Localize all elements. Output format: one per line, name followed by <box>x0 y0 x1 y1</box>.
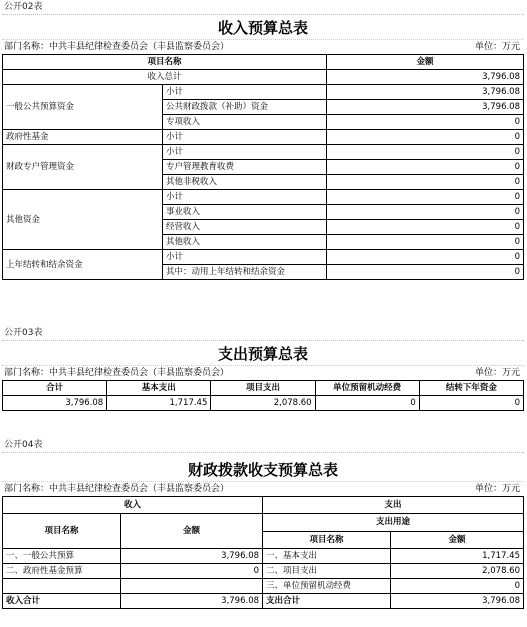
row-value: 0 <box>327 205 524 220</box>
header-amount: 金额 <box>327 55 524 70</box>
table-tag: 公开04表 <box>2 438 524 453</box>
value-basic: 1,717.45 <box>107 396 211 411</box>
table-header-row <box>3 497 524 514</box>
income-value: 3,796.08 <box>121 549 263 564</box>
row-value: 0 <box>327 220 524 235</box>
income-item: 二、政府性基金预算 <box>3 564 121 579</box>
sub-item-label: 专户管理教育收费 <box>163 160 327 175</box>
table-row <box>3 190 524 205</box>
department-name: 部门名称：中共丰县纪律检查委员会（丰县监察委员会） <box>4 484 230 494</box>
income-item: 一、一般公共预算 <box>3 549 121 564</box>
table-row <box>3 145 524 160</box>
expense-value: 1,717.45 <box>391 549 524 564</box>
table-title: 财政拨款收支预算总表 <box>187 461 338 479</box>
expense-total-value: 3,796.08 <box>391 594 524 609</box>
sub-item-label: 小计 <box>163 190 327 205</box>
row-value: 0 <box>327 145 524 160</box>
header-expense-amount: 金额 <box>391 531 524 549</box>
income-budget-section <box>2 0 524 280</box>
sub-item-label: 小计 <box>163 130 327 145</box>
table-header-row <box>3 381 524 396</box>
income-value <box>121 579 263 594</box>
table-header-row <box>3 514 524 532</box>
table-title: 支出预算总表 <box>217 345 308 363</box>
row-value: 0 <box>327 190 524 205</box>
table-row <box>3 130 524 145</box>
table-row <box>3 396 524 411</box>
row-value: 0 <box>327 235 524 250</box>
income-total-value: 3,796.08 <box>327 70 524 85</box>
table-row <box>3 85 524 100</box>
sub-item-label: 专项收入 <box>163 115 327 130</box>
table-meta <box>2 481 524 496</box>
sub-item-label: 小计 <box>163 250 327 265</box>
income-total-value: 3,796.08 <box>121 594 263 609</box>
income-value: 0 <box>121 564 263 579</box>
expense-value: 0 <box>391 579 524 594</box>
group-label: 其他资金 <box>3 190 163 250</box>
expense-value: 2,078.60 <box>391 564 524 579</box>
row-value: 0 <box>327 175 524 190</box>
group-label: 财政专户管理资金 <box>3 145 163 190</box>
header-income-item: 项目名称 <box>3 514 121 549</box>
header-expense-item: 项目名称 <box>263 531 391 549</box>
sub-item-label: 小计 <box>163 85 327 100</box>
expense-budget-section <box>2 326 524 411</box>
group-label: 上年结转和结余资金 <box>3 250 163 280</box>
header-reserve: 单位预留机动经费 <box>315 381 419 396</box>
unit-label: 单位：万元 <box>474 484 520 494</box>
income-item <box>3 579 121 594</box>
table-meta <box>2 39 524 54</box>
row-value: 0 <box>327 250 524 265</box>
header-expense: 支出 <box>263 497 524 514</box>
income-total-row <box>3 70 524 85</box>
sub-item-label: 其他收入 <box>163 235 327 250</box>
group-label: 政府性基金 <box>3 130 163 145</box>
unit-label: 单位：万元 <box>474 368 520 378</box>
value-reserve: 0 <box>315 396 419 411</box>
sub-item-label: 其中：动用上年结转和结余资金 <box>163 265 327 280</box>
table-header-row <box>3 55 524 70</box>
row-value: 3,796.08 <box>327 100 524 115</box>
department-name: 部门名称：中共丰县纪律检查委员会（丰县监察委员会） <box>4 368 230 378</box>
total-row <box>3 594 524 609</box>
expense-item: 三、单位预留机动经费 <box>263 579 391 594</box>
header-item-name: 项目名称 <box>3 55 327 70</box>
expense-item: 一、基本支出 <box>263 549 391 564</box>
header-basic: 基本支出 <box>107 381 211 396</box>
fiscal-budget-section <box>2 438 524 609</box>
row-value: 0 <box>327 265 524 280</box>
row-value: 3,796.08 <box>327 85 524 100</box>
sub-item-label: 公共财政拨款（补助）资金 <box>163 100 327 115</box>
expense-budget-table <box>2 380 524 411</box>
table-row <box>3 564 524 579</box>
header-income: 收入 <box>3 497 263 514</box>
sub-item-label: 小计 <box>163 145 327 160</box>
table-row <box>3 579 524 594</box>
row-value: 0 <box>327 115 524 130</box>
unit-label: 单位：万元 <box>474 42 520 52</box>
sub-item-label: 事业收入 <box>163 205 327 220</box>
header-expense-use: 支出用途 <box>263 514 524 532</box>
value-project: 2,078.60 <box>211 396 315 411</box>
row-value: 0 <box>327 130 524 145</box>
department-name: 部门名称：中共丰县纪律检查委员会（丰县监察委员会） <box>4 42 230 52</box>
fiscal-budget-table <box>2 496 524 609</box>
income-budget-table <box>2 54 524 280</box>
income-total-label: 收入总计 <box>3 70 327 85</box>
table-title: 收入预算总表 <box>217 19 308 37</box>
header-income-amount: 金额 <box>121 514 263 549</box>
table-tag: 公开02表 <box>2 0 524 15</box>
header-total: 合计 <box>3 381 107 396</box>
group-label: 一般公共预算资金 <box>3 85 163 130</box>
table-meta <box>2 365 524 380</box>
expense-item: 二、项目支出 <box>263 564 391 579</box>
value-carryover: 0 <box>419 396 523 411</box>
header-carryover: 结转下年资金 <box>419 381 523 396</box>
value-total: 3,796.08 <box>3 396 107 411</box>
income-total-label: 收入合计 <box>3 594 121 609</box>
table-tag: 公开03表 <box>2 326 524 341</box>
expense-total-label: 支出合计 <box>263 594 391 609</box>
table-row <box>3 549 524 564</box>
sub-item-label: 其他非税收入 <box>163 175 327 190</box>
sub-item-label: 经营收入 <box>163 220 327 235</box>
table-row <box>3 250 524 265</box>
row-value: 0 <box>327 160 524 175</box>
header-project: 项目支出 <box>211 381 315 396</box>
